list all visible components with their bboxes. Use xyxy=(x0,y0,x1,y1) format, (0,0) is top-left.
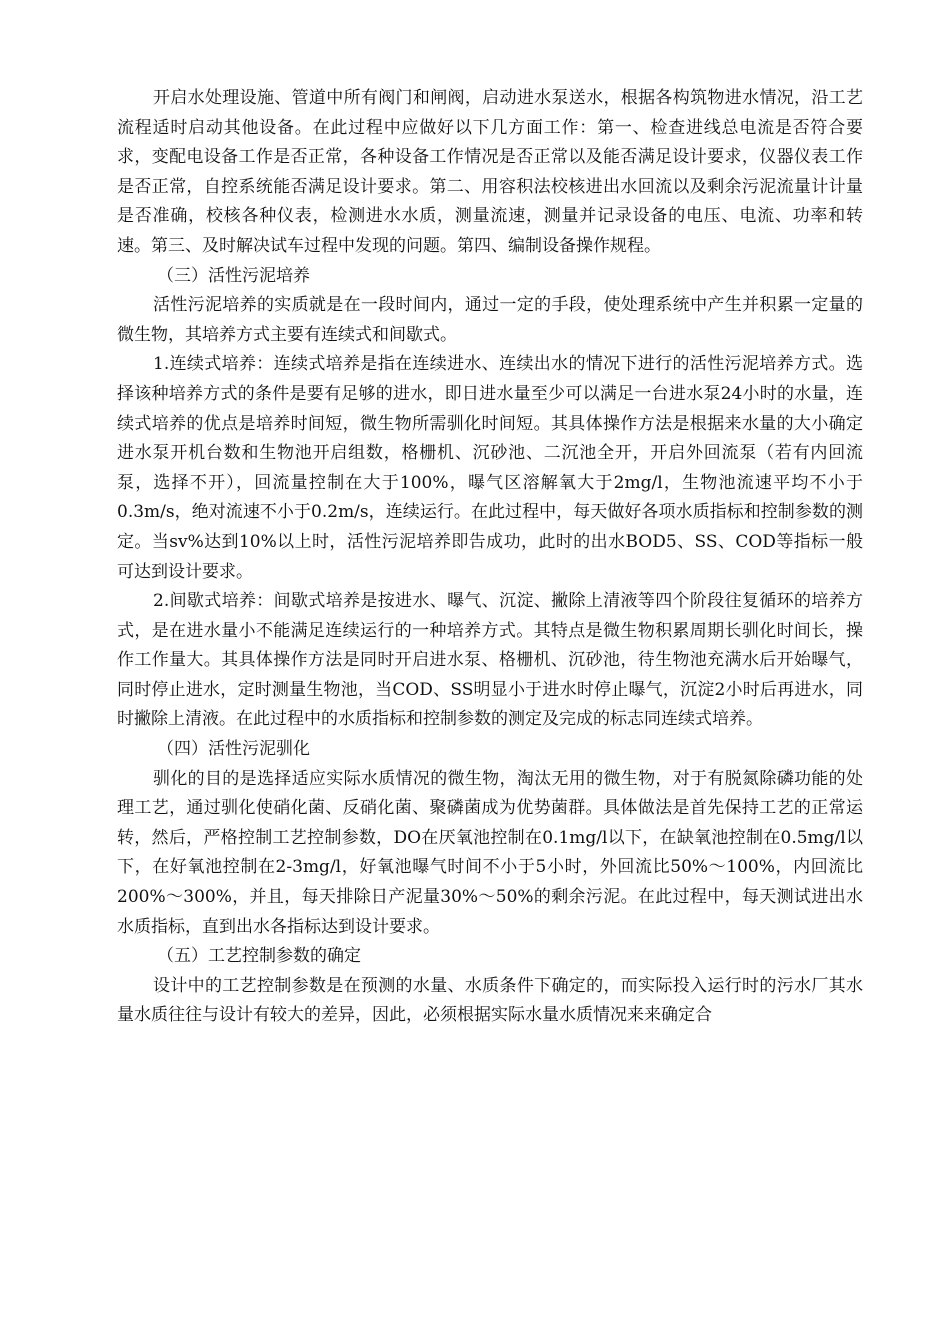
paragraph-control-parameters: 设计中的工艺控制参数是在预测的水量、水质条件下确定的，而实际投入运行时的污水厂其水量水质往往与设计有较大的差异，因此，必须根据实际水量水质情况来来确定合 xyxy=(117,975,863,1026)
paragraph-intermittent-cultivation: 2.间歇式培养：间歇式培养是按进水、曝气、沉淀、撇除上清液等四个阶段往复循环的培养方式，是在进水量小不能满足连续运行的一种培养方式。其特点是微生物积累周期长驯化时间长，操作工作量大。其具体操作方法是同时开启进水泵、格栅机、沉砂池，待生物池充满水后开始曝气，同时停止进水，定时测量生物池，当COD、SS明显小于进水时停止曝气，沉淀2小时后再进水，同时撇除上清液。在此过程中的水质指标和控制参数的测定及完成的标志同连续式培养。 xyxy=(117,591,863,730)
document-page xyxy=(117,84,863,1031)
section-heading-sludge-cultivation: （三）活性污泥培养 xyxy=(157,265,310,286)
section-heading-control-parameters: （五）工艺控制参数的确定 xyxy=(157,946,361,967)
paragraph-cultivation-intro: 活性污泥培养的实质就是在一段时间内，通过一定的手段，使处理系统中产生并积累一定量的微生物，其培养方式主要有连续式和间歇式。 xyxy=(117,295,863,345)
paragraph-acclimation: 驯化的目的是选择适应实际水质情况的微生物，淘汰无用的微生物，对于有脱氮除磷功能的处理工艺，通过驯化使硝化菌、反硝化菌、聚磷菌成为优势菌群。具体做法是首先保持工艺的正常运转，然后，严格控制工艺控制参数，DO在厌氧池控制在0.1mg/l以下，在缺氧池控制在0.5mg/l以下，在好氧池控制在2-3mg/l，好氧池曝气时间不小于5小时，外回流比50%～100%，内回流比200%～300%，并且，每天排除日产泥量30%～50%的剩余污泥。在此过程中，每天测试进出水水质指标，直到出水各指标达到设计要求。 xyxy=(117,768,863,937)
paragraph-startup-procedure: 开启水处理设施、管道中所有阀门和闸阀，启动进水泵送水，根据各构筑物进水情况，沿工艺流程适时启动其他设备。在此过程中应做好以下几方面工作：第一、检查进线总电流是否符合要求，变配电设备工作是否正常，各种设备工作情况是否正常以及能否满足设计要求，仪器仪表工作是否正常，自控系统能否满足设计要求。第二、用容积法校核进出水回流以及剩余污泥流量计计量是否准确，校核各种仪表，检测进水水质，测量流速，测量并记录设备的电压、电流、功率和转速。第三、及时解决试车过程中发现的问题。第四、编制设备操作规程。 xyxy=(117,88,863,256)
paragraph-continuous-cultivation: 1.连续式培养：连续式培养是指在连续进水、连续出水的情况下进行的活性污泥培养方式。选择该种培养方式的条件是要有足够的进水，即日进水量至少可以满足一台进水泵24小时的水量，连续式培养的优点是培养时间短，微生物所需驯化时间短。其具体操作方法是根据来水量的大小确定进水泵开机台数和生物池开启组数，格栅机、沉砂池、二沉池全开，开启外回流泵（若有内回流泵，选择不开），回流量控制在大于100%，曝气区溶解氧大于2mg/l，生物池流速平均不小于0.3m/s，绝对流速不小于0.2m/s，连续运行。在此过程中，每天做好各项水质指标和控制参数的测定。当sv%达到10%以上时，活性污泥培养即告成功，此时的出水BOD5、SS、COD等指标一般可达到设计要求。 xyxy=(117,354,863,582)
section-heading-sludge-acclimation: （四）活性污泥驯化 xyxy=(157,739,310,760)
